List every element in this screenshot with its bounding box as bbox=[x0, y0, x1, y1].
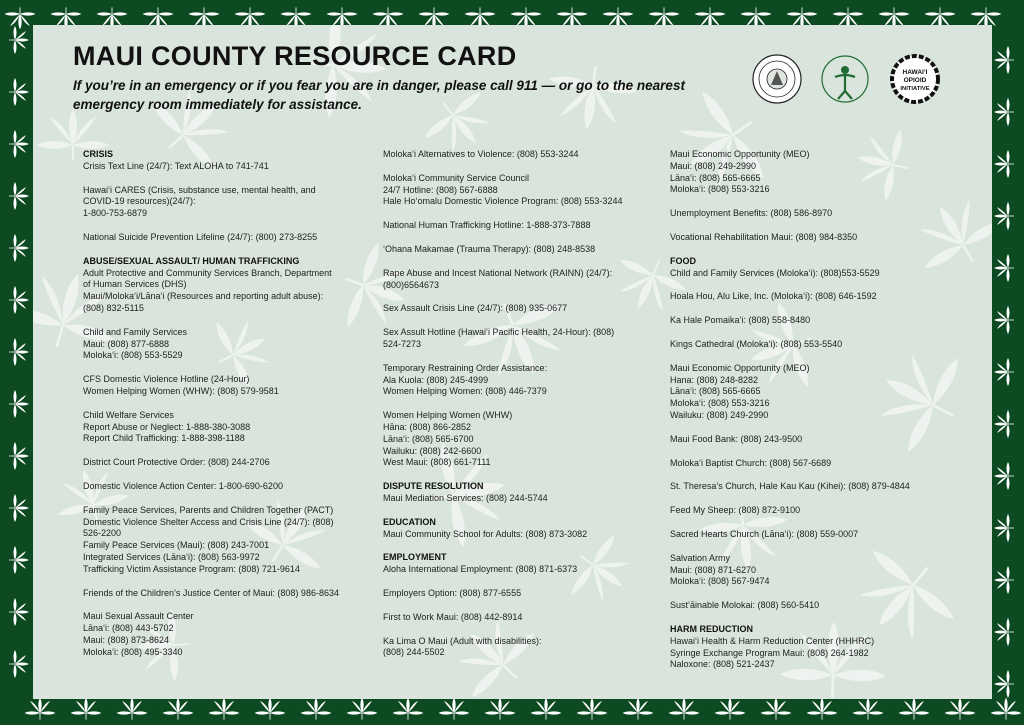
resource-line: Maui: (808) 249-2990 bbox=[670, 160, 757, 171]
resource-card bbox=[33, 25, 992, 699]
resource-line: 526-2200 bbox=[83, 528, 122, 539]
resource-entry bbox=[383, 149, 659, 161]
svg-text:OPIOID: OPIOID bbox=[903, 77, 927, 84]
resource-line: Sex Assault Crisis Line (24/7): (808) 935-0677 bbox=[383, 303, 568, 314]
resource-line: Sex Assult Hotline (Hawai‘i Pacific Health, 24-Hour): (808) bbox=[383, 327, 615, 338]
resource-line: Maui Mediation Services: (808) 244-5744 bbox=[383, 492, 548, 503]
section-heading: CRISIS bbox=[83, 149, 114, 159]
resource-line: Hāna: (808) 866-2852 bbox=[383, 421, 472, 432]
resource-line: Adult Protective and Community Services Branch, Department bbox=[83, 267, 332, 278]
resource-line: Unemployment Benefits: (808) 586-8970 bbox=[670, 208, 833, 219]
resource-line: Trafficking Victim Assistance Program: (808) 721-9614 bbox=[83, 563, 300, 574]
resource-entry bbox=[670, 149, 946, 196]
resource-entry bbox=[83, 410, 359, 445]
resource-entry bbox=[670, 208, 946, 220]
section-heading: EDUCATION bbox=[383, 516, 436, 527]
resource-line: 1-800-753-6879 bbox=[83, 208, 148, 219]
resource-line: Syringe Exchange Program Maui: (808) 264-1982 bbox=[670, 647, 869, 658]
resource-line: Lāna‘i: (808) 565-6665 bbox=[670, 386, 761, 397]
resource-entry bbox=[670, 268, 946, 280]
resource-line: National Suicide Prevention Lifeline (24/7): (800) 273-8255 bbox=[83, 231, 318, 242]
resource-entry bbox=[670, 505, 946, 517]
svg-text:INITIATIVE: INITIATIVE bbox=[900, 86, 930, 92]
resource-line: St. Theresa’s Church, Hale Kau Kau (Kihei): (808) 879-4844 bbox=[670, 481, 910, 492]
resource-line: Vocational Rehabilitation Maui: (808) 984-8350 bbox=[670, 231, 858, 242]
resource-line: of Human Services (DHS) bbox=[83, 279, 187, 290]
resource-line: Sust‘āinable Molokai: (808) 560-5410 bbox=[670, 600, 820, 611]
logo-group bbox=[752, 51, 942, 113]
resource-entry bbox=[83, 457, 359, 469]
resource-entry bbox=[83, 374, 359, 398]
resource-line: Kings Cathedral (Moloka‘i): (808) 553-5540 bbox=[670, 338, 843, 349]
resource-line: Maui: (808) 873-8624 bbox=[83, 634, 170, 645]
resource-line: Moloka‘i Alternatives to Violence: (808) 553-3244 bbox=[383, 149, 579, 159]
resource-line: Ka Lima O Maui (Adult with disabilities): bbox=[383, 635, 542, 646]
resource-line: Maui: (808) 877-6888 bbox=[83, 338, 170, 349]
section-heading: ABUSE/SEXUAL ASSAULT/ HUMAN TRAFFICKING bbox=[83, 255, 300, 266]
section-heading: DISPUTE RESOLUTION bbox=[383, 481, 484, 492]
resource-entry bbox=[670, 636, 946, 671]
resource-entry bbox=[383, 173, 659, 208]
resource-line: Crisis Text Line (24/7): Text ALOHA to 741-741 bbox=[83, 160, 269, 171]
resource-line: Women Helping Women (WHW) bbox=[383, 410, 513, 421]
resource-entry bbox=[670, 363, 946, 422]
resource-entry bbox=[383, 220, 659, 232]
resource-line: Family Peace Services (Maui): (808) 243-7001 bbox=[83, 540, 270, 551]
resource-column-3 bbox=[670, 149, 946, 683]
resource-entry bbox=[383, 564, 659, 576]
resource-line: Report Abuse or Neglect: 1-888-380-3088 bbox=[83, 421, 251, 432]
resource-entry bbox=[383, 612, 659, 624]
resource-entry bbox=[670, 481, 946, 493]
section-heading: EMPLOYMENT bbox=[383, 552, 447, 563]
resource-line: 524-7273 bbox=[383, 338, 422, 349]
resource-entry bbox=[383, 244, 659, 256]
resource-line: Salvation Army bbox=[670, 552, 731, 563]
emergency-notice: If you’re in an emergency or if you fear you are in danger, please call 911 — or go to the nearest emergency room immediately for assistance. bbox=[73, 78, 685, 112]
resource-line: Domestic Violence Action Center: 1-800-690-6200 bbox=[83, 480, 283, 491]
section-heading: HARM REDUCTION bbox=[670, 623, 753, 634]
resource-line: Ka Hale Pomaika‘i: (808) 558-8480 bbox=[670, 315, 811, 326]
resource-entry bbox=[670, 315, 946, 327]
resource-line: Report Child Trafficking: 1-888-398-1188 bbox=[83, 433, 245, 444]
resource-entry bbox=[670, 458, 946, 470]
resource-entry bbox=[670, 434, 946, 446]
resource-entry bbox=[670, 529, 946, 541]
resource-line: COVID-19 resources)(24/7): bbox=[83, 196, 196, 207]
resource-line: Lāna‘i: (808) 443-5702 bbox=[83, 623, 174, 634]
resource-entry bbox=[383, 410, 659, 469]
resource-entry bbox=[670, 600, 946, 612]
resource-line: Employers Option: (808) 877-6555 bbox=[383, 587, 522, 598]
resource-entry bbox=[383, 363, 659, 398]
resource-line: Moloka‘i Community Service Council bbox=[383, 172, 530, 183]
resource-entry bbox=[83, 505, 359, 576]
resource-line: Moloka‘i: (808) 553-5529 bbox=[83, 350, 183, 361]
resource-entry bbox=[383, 636, 659, 660]
resource-line: ‘Ohana Makamae (Trauma Therapy): (808) 248-8538 bbox=[383, 243, 596, 254]
resource-line: First to Work Maui: (808) 442-8914 bbox=[383, 611, 523, 622]
resource-entry bbox=[383, 268, 659, 292]
resource-line: Integrated Services (Lāna‘i): (808) 563-9972 bbox=[83, 551, 260, 562]
resource-line: Child Welfare Services bbox=[83, 409, 174, 420]
resource-line: Rape Abuse and Incest National Network (RAINN) (24/7): bbox=[383, 267, 613, 278]
resource-line: National Human Trafficking Hotline: 1-888-373-7888 bbox=[383, 220, 591, 231]
resource-line: Women Helping Women: (808) 446-7379 bbox=[383, 386, 547, 397]
resource-line: Hoala Hou, Alu Like, Inc. (Moloka‘i): (808) 646-1592 bbox=[670, 291, 877, 302]
opioid-initiative-icon bbox=[892, 56, 938, 102]
resource-line: Hawai‘i Health & Harm Reduction Center (HHHRC) bbox=[670, 635, 875, 646]
state-seal-icon bbox=[753, 55, 801, 103]
resource-entry bbox=[83, 588, 359, 600]
resource-entry bbox=[383, 303, 659, 315]
resource-line: Temporary Restraining Order Assistance: bbox=[383, 362, 548, 373]
resource-line: Naloxone: (808) 521-2437 bbox=[670, 659, 775, 670]
resource-line: Domestic Violence Shelter Access and Crisis Line (24/7): (808) bbox=[83, 516, 334, 527]
resource-line: Feed My Sheep: (808) 872-9100 bbox=[670, 505, 801, 516]
resource-line: Moloka‘i: (808) 567-9474 bbox=[670, 576, 770, 587]
resource-entry bbox=[83, 232, 359, 244]
resource-line: Maui Community School for Adults: (808) 873-3082 bbox=[383, 528, 588, 539]
resource-line: Maui Economic Opportunity (MEO) bbox=[670, 362, 810, 373]
resource-line: (808) 244-5502 bbox=[383, 647, 445, 658]
resource-entry bbox=[83, 327, 359, 362]
resource-line: West Maui: (808) 661-7111 bbox=[383, 457, 491, 468]
section-heading: FOOD bbox=[670, 255, 696, 266]
resource-entry bbox=[83, 268, 359, 315]
resource-line: District Court Protective Order: (808) 244-2706 bbox=[83, 457, 270, 468]
resource-line: Sacred Hearts Church (Lāna‘i): (808) 559-0007 bbox=[670, 528, 859, 539]
resource-line: CFS Domestic Violence Hotline (24-Hour) bbox=[83, 374, 250, 385]
resource-line: Maui/Moloka‘i/Lāna‘i (Resources and reporting adult abuse): bbox=[83, 291, 324, 302]
resource-column-2 bbox=[383, 149, 659, 671]
resource-entry bbox=[83, 481, 359, 493]
resource-line: Hale Ho‘omalu Domestic Violence Program: (808) 553-3244 bbox=[383, 196, 623, 207]
resource-line: Child and Family Services bbox=[83, 326, 188, 337]
resource-entry bbox=[670, 339, 946, 351]
resource-entry bbox=[383, 327, 659, 351]
resource-line: Moloka‘i: (808) 495-3340 bbox=[83, 646, 183, 657]
resource-entry bbox=[670, 291, 946, 303]
resource-entry bbox=[383, 529, 659, 541]
page-title: MAUI COUNTY RESOURCE CARD bbox=[73, 41, 517, 71]
resource-line: Lāna‘i: (808) 565-6665 bbox=[670, 172, 761, 183]
resource-entry bbox=[83, 161, 359, 173]
department-of-health-icon bbox=[822, 56, 868, 102]
resource-line: Friends of the Children’s Justice Center of Maui: (808) 986-8634 bbox=[83, 587, 339, 598]
resource-line: Hawai‘i CARES (Crisis, substance use, mental health, and bbox=[83, 184, 316, 195]
resource-entry bbox=[83, 611, 359, 658]
resource-line: Maui Food Bank: (808) 243-9500 bbox=[670, 433, 803, 444]
resource-line: (800)6564673 bbox=[383, 279, 440, 290]
resource-line: Moloka‘i Baptist Church: (808) 567-6689 bbox=[670, 457, 832, 468]
resource-line: Wailuku: (808) 249-2990 bbox=[670, 409, 769, 420]
resource-entry bbox=[383, 493, 659, 505]
resource-line: Maui: (808) 871-6270 bbox=[670, 564, 757, 575]
resource-line: Moloka‘i: (808) 553-3216 bbox=[670, 184, 770, 195]
resource-line: Maui Economic Opportunity (MEO) bbox=[670, 149, 810, 159]
resource-line: Child and Family Services (Moloka‘i): (808)553-5529 bbox=[670, 267, 880, 278]
resource-line: Wailuku: (808) 242-6600 bbox=[383, 445, 482, 456]
resource-line: Maui Sexual Assault Center bbox=[83, 611, 194, 622]
resource-entry bbox=[83, 185, 359, 220]
resource-entry bbox=[383, 588, 659, 600]
resource-line: (808) 832-5115 bbox=[83, 302, 144, 313]
resource-line: Aloha International Employment: (808) 871-6373 bbox=[383, 564, 578, 575]
resource-line: 24/7 Hotline: (808) 567-6888 bbox=[383, 184, 498, 195]
resource-line: Lāna‘i: (808) 565-6700 bbox=[383, 433, 474, 444]
resource-column-1 bbox=[83, 149, 359, 671]
resource-line: Family Peace Services, Parents and Children Together (PACT) bbox=[83, 504, 334, 515]
resource-entry bbox=[670, 232, 946, 244]
svg-text:HAWAI‘I: HAWAI‘I bbox=[902, 69, 928, 76]
resource-line: Ala Kuola: (808) 245-4999 bbox=[383, 374, 489, 385]
resource-line: Women Helping Women (WHW): (808) 579-9581 bbox=[83, 385, 279, 396]
resource-line: Moloka‘i: (808) 553-3216 bbox=[670, 398, 770, 409]
resource-line: Hana: (808) 248-8282 bbox=[670, 374, 759, 385]
resource-entry bbox=[670, 553, 946, 588]
